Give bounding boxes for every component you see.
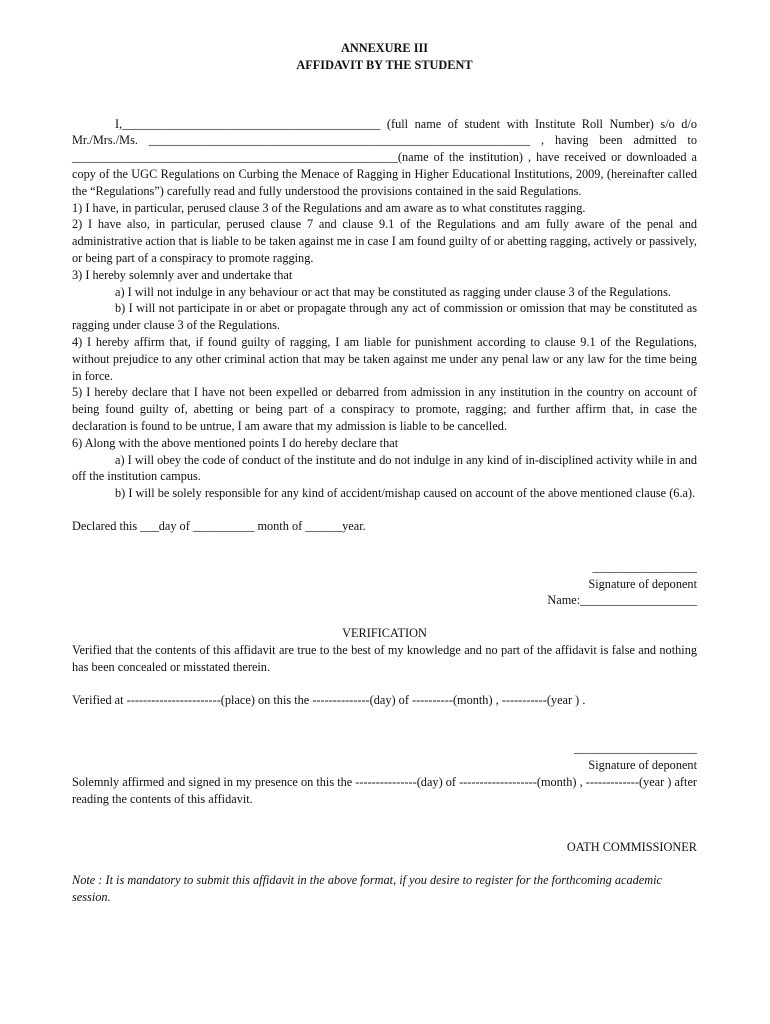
note-text: Note : It is mandatory to submit this affidavit in the above format, if you desire to register for the forthcoming academic session. (72, 873, 662, 905)
signature-label-1: Signature of deponent (588, 576, 697, 591)
clause-6a: a) I will obey the code of conduct of the institute and do not indulge in any kind of in-disciplined activity while in and off the institution campus. (72, 452, 697, 484)
clause-6b: b) I will be solely responsible for any kind of accident/mishap caused on account of the above mentioned clause (6.a). (115, 486, 696, 501)
name-line: Name:___________________ (547, 593, 697, 608)
declared-line: Declared this ___day of __________ month of ______year. (72, 518, 366, 533)
signature-line-1: _________________ (592, 559, 697, 574)
intro-paragraph: I,__________________________________________ (full name of student with Institute Roll Number) s/o d/o Mr./Mrs./Ms. ______________________________________________________________ , having been admitted to _____________________________________________________(name of the institution) , have received or downloaded a copy of the UGC Regulations on Curbing the Menace of Ragging in Higher Educational Institutions, 2009, (hereinafter called the “Regulations”) carefully read and fully understood the provisions contained in the said Regulations. (72, 116, 697, 198)
signature-label-2: Signature of deponent (588, 758, 697, 773)
clause-3b: b) I will not participate in or abet or propagate through any act of commission or omission that may be constituted as ragging under clause 3 of the Regulations. (72, 301, 697, 333)
verification-heading: VERIFICATION (342, 626, 427, 641)
document-page (72, 40, 697, 906)
affidavit-title: AFFIDAVIT BY THE STUDENT (296, 57, 473, 72)
signature-line-2: ____________________ (574, 741, 697, 756)
solemnly-affirmed-text: Solemnly affirmed and signed in my presence on this the ---------------(day) of -------------------(month) , -------------(year ) after reading the contents of this affidavit. (72, 774, 697, 806)
verification-text: Verified that the contents of this affidavit are true to the best of my knowledge and no part of the affidavit is false and nothing has been concealed or misstated therein. (72, 642, 697, 674)
clause-1: 1) I have, in particular, perused clause 3 of the Regulations and am aware as to what constitutes ragging. (72, 200, 586, 215)
oath-commissioner: OATH COMMISSIONER (566, 840, 697, 855)
clause-3: 3) I hereby solemnly aver and undertake that (72, 267, 293, 282)
clause-6: 6) Along with the above mentioned points I do hereby declare that (72, 435, 399, 450)
clause-2: 2) I have also, in particular, perused clause 7 and clause 9.1 of the Regulations and am fully aware of the penal and administrative action that is liable to be taken against me in case I am found guilty of or abetting ragging, actively or passively, or being part of a conspiracy to promote ragging. (72, 217, 697, 265)
clause-5: 5) I hereby declare that I have not been expelled or debarred from admission in any institution in the country on account of being found guilty of, abetting or being part of a conspiracy to promote, ragging; and further affirm that, in case the declaration is found to be untrue, I am aware that my admission is liable to be cancelled. (72, 385, 697, 433)
verified-at-line: Verified at -----------------------(place) on this the --------------(day) of ----------(month) , -----------(year ) . (72, 692, 586, 707)
clause-3a: a) I will not indulge in any behaviour or act that may be constituted as ragging under clause 3 of the Regulations. (115, 284, 671, 299)
annexure-title: ANNEXURE III (340, 41, 429, 55)
clause-4: 4) I hereby affirm that, if found guilty of ragging, I am liable for punishment according to clause 9.1 of the Regulations, without prejudice to any other criminal action that may be taken against me under any penal law or any law for the time being in force. (72, 334, 697, 383)
